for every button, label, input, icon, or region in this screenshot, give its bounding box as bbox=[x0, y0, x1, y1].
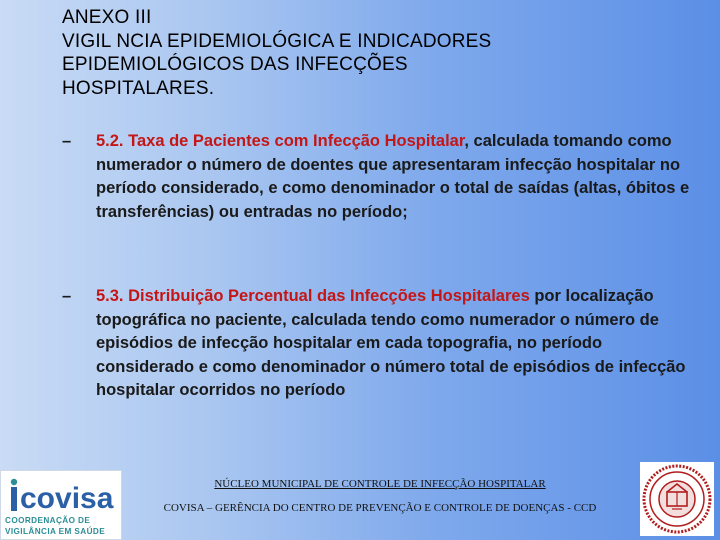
title-line-3: EPIDEMIOLÓGICOS DAS INFECÇÕES bbox=[62, 54, 408, 75]
covisa-logo-icon bbox=[5, 477, 117, 513]
logo-wordmark: covisa bbox=[20, 482, 114, 513]
logo-subtitle-2: VIGILÂNCIA EM SAÚDE bbox=[5, 527, 106, 536]
title-line-2: VIGIL NCIA EPIDEMIOLÓGICA E INDICADORES bbox=[62, 30, 492, 52]
bullet-dash: – bbox=[62, 132, 72, 150]
bullet-dash: – bbox=[62, 287, 72, 305]
bullet-highlight: 5.2. Taxa de Pacientes com Infecção Hospitalar bbox=[96, 132, 465, 150]
bullet-text: por localização topográfica no paciente, calculada tendo como numerador o número de episódios de infecção hospitalar em cada topografia, no período considerado e como denominador o número total de episódios de infecção hospitalar ocorridos no período bbox=[96, 287, 686, 399]
footer-line-2: COVISA – GERÊNCIA DO CENTRO DE PREVENÇÃO E CONTROLE DE DOENÇAS - CCD bbox=[163, 502, 597, 514]
municipal-seal-icon bbox=[640, 462, 714, 536]
bullet-text: , calculada tomando como numerador o número de doentes que apresentaram infecção hospitalar no período considerado, e como denominador o total de saídas (altas, óbitos e transferências) ou entradas no período; bbox=[96, 132, 690, 221]
bullet-highlight: 5.3. Distribuição Percentual das Infecções Hospitalares bbox=[96, 287, 530, 305]
bullet-body bbox=[96, 130, 702, 224]
covisa-logo bbox=[0, 470, 122, 540]
footer-line-1: NÚCLEO MUNICIPAL DE CONTROLE DE INFECÇÃO HOSPITALAR bbox=[214, 478, 546, 490]
bullet-item-5-3 bbox=[62, 285, 702, 403]
bullet-body bbox=[96, 285, 702, 403]
title-line-1: ANEXO III bbox=[62, 7, 152, 28]
page-title bbox=[62, 6, 682, 100]
bullet-item-5-2 bbox=[62, 130, 702, 224]
logo-subtitle-1: COORDENAÇÃO DE bbox=[5, 516, 91, 525]
title-line-4: HOSPITALARES. bbox=[62, 77, 215, 99]
